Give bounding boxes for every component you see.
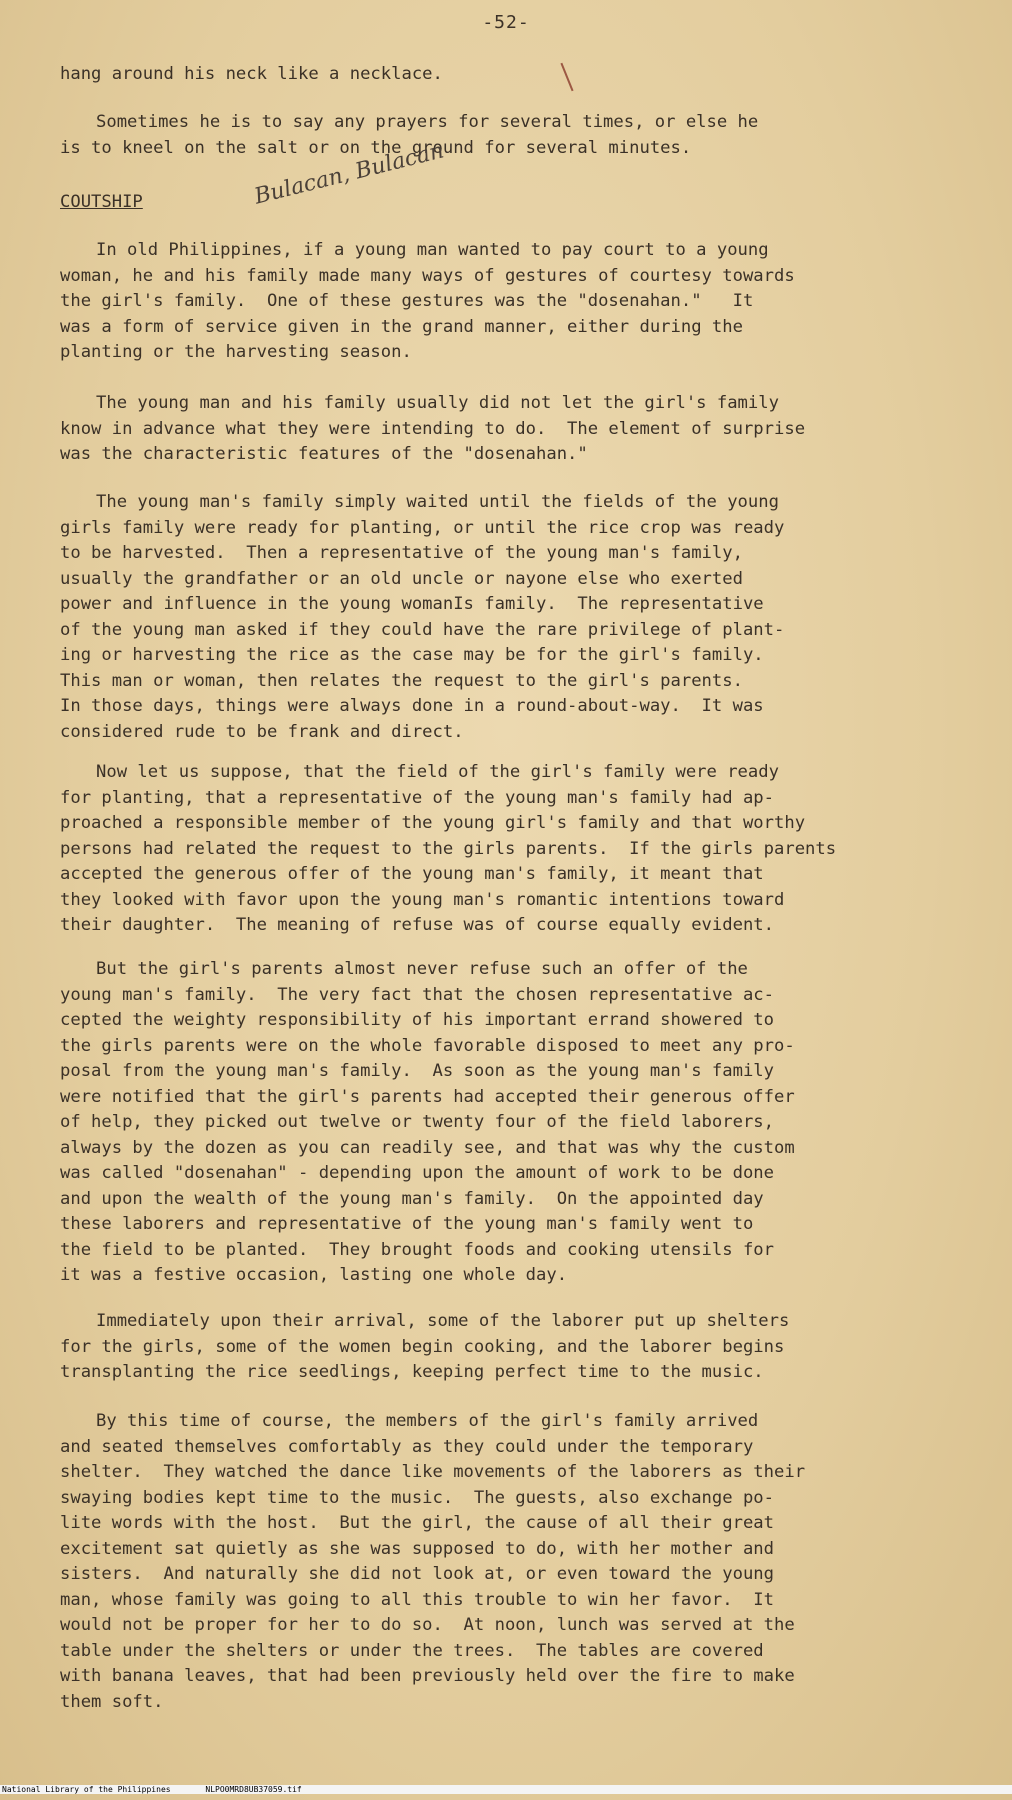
paragraph-9 [60,1409,965,1715]
text-line: shelter. They watched the dance like movements of the laborers as their [60,1462,806,1482]
text-line: planting or the harvesting season. [60,342,412,362]
text-line: accepted the generous offer of the young man's family, it meant that [60,864,764,884]
paragraph-8 [60,1309,965,1386]
text-line: In old Philippines, if a young man wanted to pay court to a young [96,240,769,260]
text-line: and upon the wealth of the young man's family. On the appointed day [60,1188,764,1209]
text-line: for the girls, some of the women begin cooking, and the laborer begins [60,1336,785,1357]
paragraph-5 [60,490,965,745]
text-line: the girl's family. One of these gestures was the "dosenahan." It [60,291,754,311]
text-line: considered rude to be frank and direct. [60,721,464,742]
text-line: swaying bodies kept time to the music. The guests, also exchange po- [60,1487,774,1508]
paragraph-7 [60,957,965,1289]
text-line: would not be proper for her to do so. At noon, lunch was served at the [60,1615,795,1635]
text-line: posal from the young man's family. As soon as the young man's family [60,1061,774,1081]
text-line: ing or harvesting the rice as the case may be for the girl's family. [60,645,764,665]
section-heading: COUTSHIP [60,192,143,212]
text-line: transplanting the rice seedlings, keeping perfect time to the music. [60,1362,764,1382]
text-line: always by the dozen as you can readily see, and that was why the custom [60,1137,795,1158]
library-name: National Library of the Philippines [2,1785,171,1794]
text-line: it was a festive occasion, lasting one whole day. [60,1265,568,1285]
text-line: was called "dosenahan" - depending upon the amount of work to be done [60,1163,774,1183]
text-line: of help, they picked out twelve or twenty four of the field laborers, [60,1112,774,1132]
text-line: Now let us suppose, that the field of the girl's family were ready [96,762,779,782]
file-name: NLPO0MRD8UB37059.tif [205,1785,302,1794]
text-line: with banana leaves, that had been previously held over the fire to make [60,1666,795,1686]
text-line: their daughter. The meaning of refuse was of course equally evident. [60,915,774,935]
text-line: was the characteristic features of the "dosenahan." [60,444,588,464]
text-line: and seated themselves comfortably as they could under the temporary [60,1436,754,1457]
handwritten-annotation: Bulacan, Bulacan [251,138,447,210]
text-line: sisters. And naturally she did not look at, or even toward the young [60,1564,774,1584]
text-line: The young man's family simply waited until the fields of the young [96,492,779,512]
text-line: In those days, things were always done in a round-about-way. It was [60,696,764,716]
text-line: young man's family. The very fact that the chosen representative ac- [60,984,774,1005]
text-line: know in advance what they were intending to do. The element of surprise [60,418,806,439]
text-line: for planting, that a representative of the young man's family had ap- [60,787,774,808]
text-line: of the young man asked if they could have the rare privilege of plant- [60,619,785,640]
text-line: man, whose family was going to all this trouble to win her favor. It [60,1589,774,1610]
text-line: girls family were ready for planting, or until the rice crop was ready [60,517,785,538]
text-line: lite words with the host. But the girl, the cause of all their great [60,1513,774,1533]
text-line: The young man and his family usually did not let the girl's family [96,393,779,413]
text-line: them soft. [60,1691,164,1712]
text-line: proached a responsible member of the young girl's family and that worthy [60,813,806,833]
paragraph-6 [60,760,965,939]
paragraph-2 [60,110,965,161]
text-line: woman, he and his family made many ways of gestures of courtesy towards [60,265,795,286]
text-line: the field to be planted. They brought foods and cooking utensils for [60,1239,774,1260]
paragraph-1 [60,62,965,88]
text-line: were notified that the girl's parents had accepted their generous offer [60,1086,795,1107]
scan-footer [0,1785,1012,1794]
text-line: is to kneel on the salt or on the ground for several minutes. [60,137,692,158]
paragraph-4 [60,391,965,468]
text-line: usually the grandfather or an old uncle or nayone else who exerted [60,568,743,589]
text-line: excitement sat quietly as she was supposed to do, with her mother and [60,1538,774,1559]
text-line: cepted the weighty responsibility of his important errand showered to [60,1010,774,1030]
text-line: But the girl's parents almost never refuse such an offer of the [96,959,748,979]
text-line: By this time of course, the members of the girl's family arrived [96,1411,759,1431]
text-line: persons had related the request to the girls parents. If the girls parents [60,838,837,859]
text-line: This man or woman, then relates the request to the girl's parents. [60,670,743,691]
text-line: was a form of service given in the grand manner, either during the [60,316,743,337]
text-line: Immediately upon their arrival, some of the laborer put up shelters [96,1311,790,1331]
text-line: Sometimes he is to say any prayers for several times, or else he [96,112,759,132]
text-line: the girls parents were on the whole favorable disposed to meet any pro- [60,1035,795,1056]
text-line: they looked with favor upon the young man's romantic intentions toward [60,889,785,910]
text-line: hang around his neck like a necklace. [60,64,443,84]
text-line: table under the shelters or under the trees. The tables are covered [60,1640,764,1661]
paragraph-3 [60,238,965,366]
text-line: to be harvested. Then a representative of the young man's family, [60,543,743,563]
page-number: -52- [482,12,530,33]
text-line: power and influence in the young womanIs family. The representative [60,594,764,614]
text-line: these laborers and representative of the young man's family went to [60,1214,754,1234]
